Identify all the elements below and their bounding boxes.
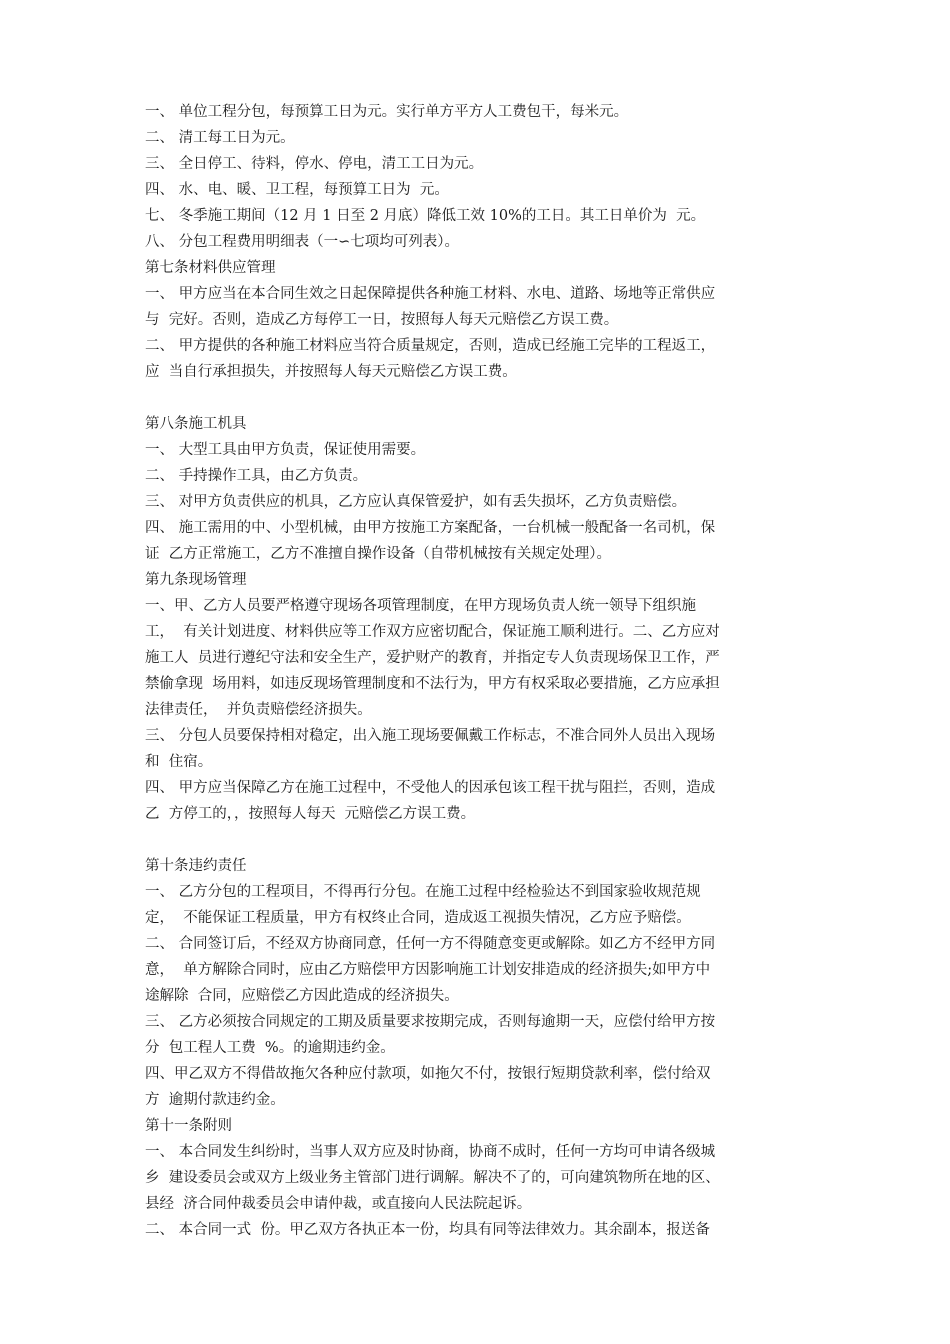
paragraph — [145, 463, 813, 489]
paragraph — [145, 515, 813, 567]
section-heading — [145, 567, 813, 593]
text-line: 定， 不能保证工程质量，甲方有权终止合同，造成返工视损失情况，乙方应予赔偿。 — [145, 910, 691, 926]
text-line: 七、 冬季施工期间（12 月 1 日至 2 月底）降低工效 10%的工日。其工日单价为 元。 — [145, 208, 706, 224]
text-line: 四、甲乙双方不得借故拖欠各种应付款项，如拖欠不付，按银行短期贷款利率，偿付给双 — [145, 1066, 711, 1082]
text-line: 方 逾期付款违约金。 — [145, 1092, 285, 1108]
paragraph — [145, 229, 813, 255]
paragraph — [145, 593, 813, 723]
text-line: 工， 有关计划进度、材料供应等工作双方应密切配合，保证施工顺利进行。二、乙方应对 — [145, 624, 720, 640]
text-line: 意， 单方解除合同时，应由乙方赔偿甲方因影响施工计划安排造成的经济损失;如甲方中 — [145, 962, 711, 978]
text-line: 途解除 合同，应赔偿乙方因此造成的经济损失。 — [145, 988, 459, 1004]
text-line: 四、 甲方应当保障乙方在施工过程中，不受他人的因承包该工程干扰与阻拦，否则，造成 — [145, 780, 716, 796]
text-line: 一、 本合同发生纠纷时，当事人双方应及时协商，协商不成时，任何一方均可申请各级城 — [145, 1144, 716, 1160]
paragraph — [145, 177, 813, 203]
text-line: 施工人 员进行遵纪守法和安全生产，爱护财产的教育，并指定专人负责现场保卫工作，严 — [145, 650, 720, 666]
text-line: 一、 单位工程分包，每预算工日为元。实行单方平方人工费包干，每米元。 — [145, 104, 629, 120]
paragraph — [145, 437, 813, 463]
paragraph — [145, 489, 813, 515]
text-line: 四、 水、电、暖、卫工程，每预算工日为 元。 — [145, 182, 449, 198]
text-line: 二、 合同签订后，不经双方协商同意，任何一方不得随意变更或解除。如乙方不经甲方同 — [145, 936, 716, 952]
paragraph — [145, 281, 813, 333]
paragraph — [145, 99, 813, 125]
text-line: 与 完好。否则，造成乙方每停工一日，按照每人每天元赔偿乙方误工费。 — [145, 312, 619, 328]
text-line: 一、 甲方应当在本合同生效之日起保障提供各种施工材料、水电、道路、场地等正常供应 — [145, 286, 716, 302]
paragraph — [145, 333, 813, 385]
text-line: 三、 全日停工、待料，停水、停电，清工工日为元。 — [145, 156, 484, 172]
text-line: 县经 济合同仲裁委员会申请仲裁，或直接向人民法院起诉。 — [145, 1196, 532, 1212]
text-line: 禁偷拿现 场用料，如违反现场管理制度和不法行为，甲方有权采取必要措施，乙方应承担 — [145, 676, 720, 692]
text-line: 八、 分包工程费用明细表（一∽七项均可列表）。 — [145, 234, 460, 250]
text-line: 一、 乙方分包的工程项目，不得再行分包。在施工过程中经检验达不到国家验收规范规 — [145, 884, 701, 900]
text-line: 证 乙方正常施工，乙方不准擅自操作设备（自带机械按有关规定处理）。 — [145, 546, 611, 562]
section-heading — [145, 411, 813, 437]
paragraph — [145, 1139, 813, 1217]
section-spacer — [145, 827, 813, 853]
text-line: 一、甲、乙方人员要严格遵守现场各项管理制度，在甲方现场负责人统一领导下组织施 — [145, 598, 696, 614]
text-line: 第七条材料供应管理 — [145, 260, 276, 276]
text-line: 应 当自行承担损失，并按照每人每天元赔偿乙方误工费。 — [145, 364, 517, 380]
paragraph — [145, 1061, 813, 1113]
text-line: 法律责任， 并负责赔偿经济损失。 — [145, 702, 372, 718]
text-line: 第十条违约责任 — [145, 858, 247, 874]
section-heading — [145, 255, 813, 281]
text-line: 二、 本合同一式 份。甲乙双方各执正本一份，均具有同等法律效力。其余副本，报送备 — [145, 1222, 710, 1238]
text-line: 分 包工程人工费 %。的逾期违约金。 — [145, 1040, 395, 1056]
text-line: 二、 手持操作工具，由乙方负责。 — [145, 468, 368, 484]
text-line: 第九条现场管理 — [145, 572, 247, 588]
text-line: 四、 施工需用的中、小型机械，由甲方按施工方案配备，一台机械一般配备一名司机，保 — [145, 520, 716, 536]
section-heading — [145, 853, 813, 879]
section-heading — [145, 1113, 813, 1139]
paragraph — [145, 125, 813, 151]
text-line: 一、 大型工具由甲方负责，保证使用需要。 — [145, 442, 426, 458]
text-line: 二、 清工每工日为元。 — [145, 130, 295, 146]
paragraph — [145, 931, 813, 1009]
paragraph — [145, 723, 813, 775]
document-page — [145, 99, 813, 1243]
paragraph — [145, 203, 813, 229]
text-line: 二、 甲方提供的各种施工材料应当符合质量规定，否则，造成已经施工完毕的工程返工， — [145, 338, 716, 354]
text-line: 第十一条附则 — [145, 1118, 232, 1134]
text-line: 三、 分包人员要保持相对稳定，出入施工现场要佩戴工作标志，不准合同外人员出入现场 — [145, 728, 716, 744]
paragraph — [145, 775, 813, 827]
paragraph — [145, 1217, 813, 1243]
text-line: 第八条施工机具 — [145, 416, 247, 432]
paragraph — [145, 1009, 813, 1061]
paragraph — [145, 879, 813, 931]
text-line: 乡 建设委员会或双方上级业务主管部门进行调解。解决不了的，可向建筑物所在地的区、 — [145, 1170, 720, 1186]
section-spacer — [145, 385, 813, 411]
text-line: 乙 方停工的，，按照每人每天 元赔偿乙方误工费。 — [145, 806, 476, 822]
paragraph — [145, 151, 813, 177]
text-line: 和 住宿。 — [145, 754, 213, 770]
text-line: 三、 乙方必须按合同规定的工期及质量要求按期完成，否则每逾期一天，应偿付给甲方按 — [145, 1014, 716, 1030]
text-line: 三、 对甲方负责供应的机具，乙方应认真保管爱护，如有丢失损坏，乙方负责赔偿。 — [145, 494, 687, 510]
